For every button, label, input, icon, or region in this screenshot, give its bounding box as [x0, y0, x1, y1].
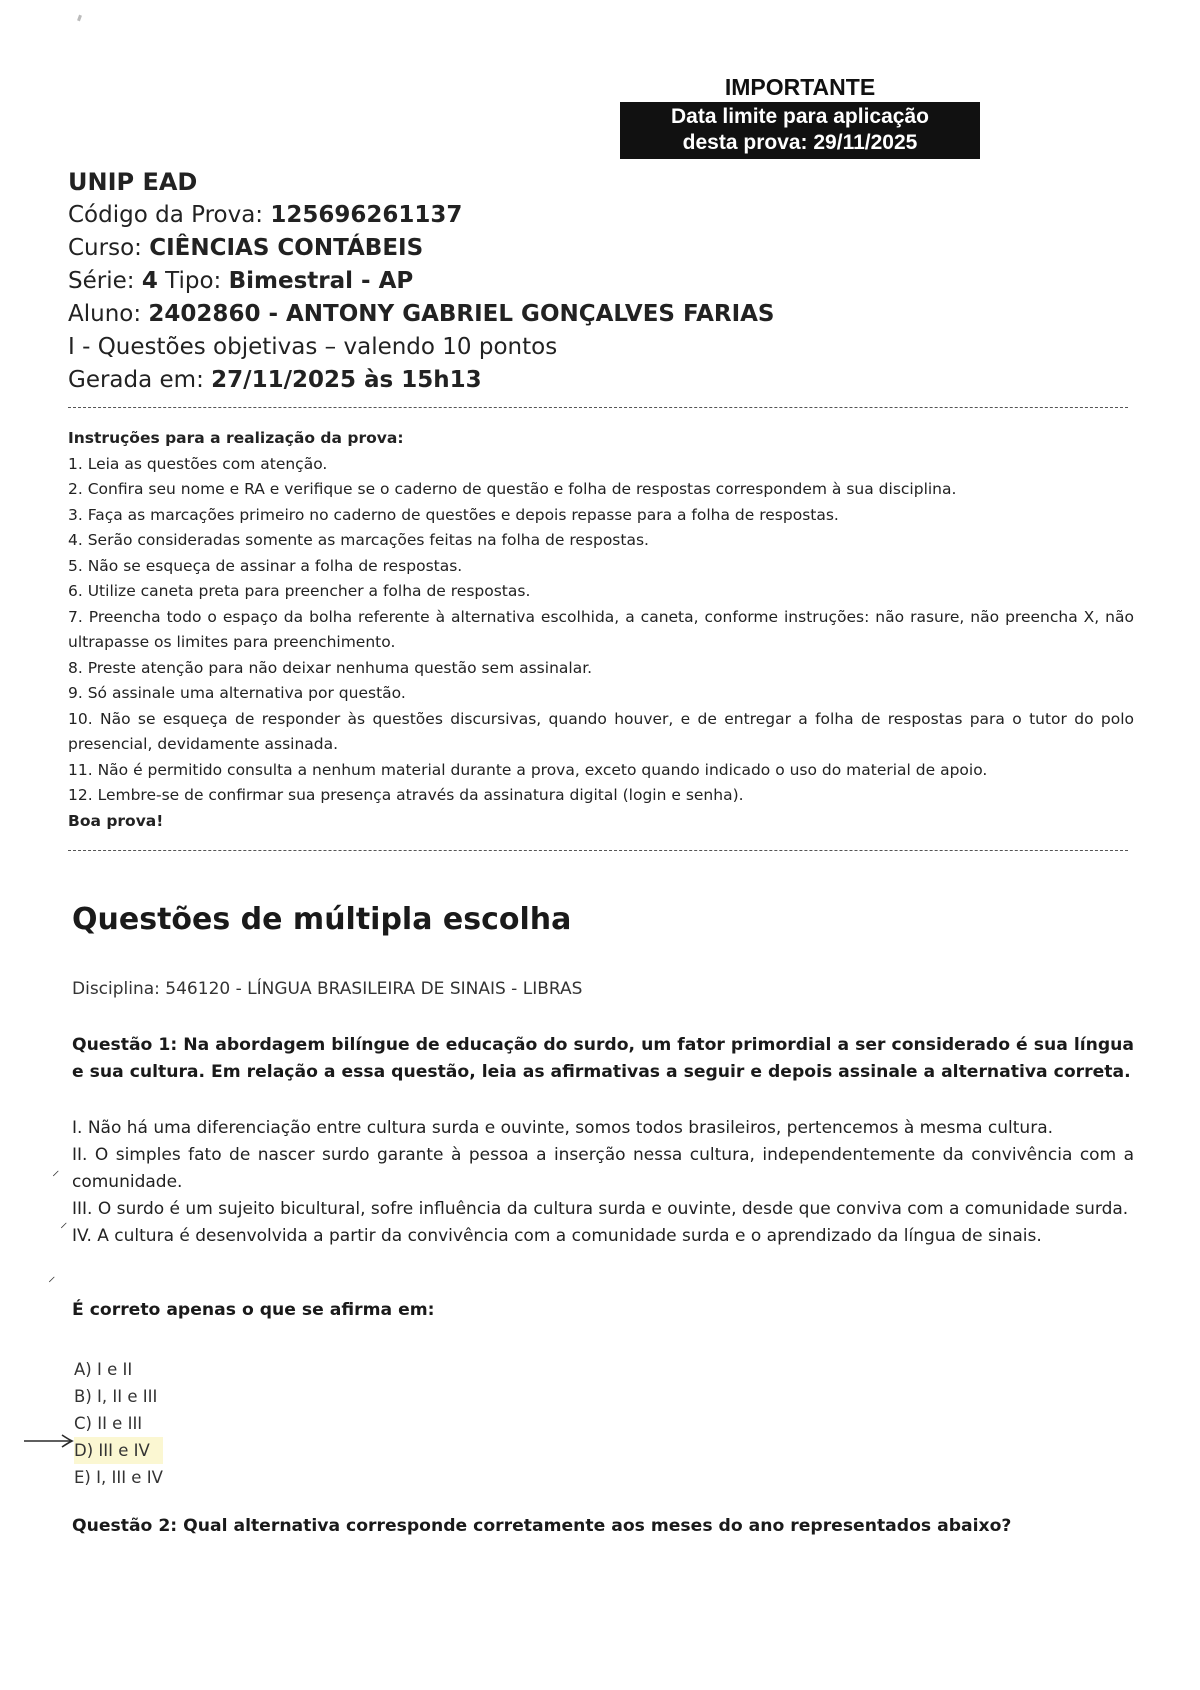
generated-date: 27/11/2025 às 15h13 — [211, 367, 482, 393]
question-1-text: Questão 1: Na abordagem bilíngue de educação do surdo, um fator primordial a ser considerado é sua língua e sua cultura. Em relação a essa questão, leia as afirmativas a seguir e depois assinale a alternativa correta. — [72, 1035, 1134, 1082]
statement-iii: III. O surdo é um sujeito bicultural, sofre influência da cultura surda e ouvinte, desde que conviva com a comunidade surda. — [72, 1199, 1129, 1219]
instruction-item: 8. Preste atenção para não deixar nenhuma questão sem assinalar. — [68, 658, 593, 677]
instruction-item: 7. Preencha todo o espaço da bolha referente à alternativa escolhida, a caneta, conforme instruções: não rasure, não preencha X, não ultrapasse os limites para preenchimento. — [68, 607, 1134, 651]
instruction-item: 1. Leia as questões com atenção. — [68, 454, 328, 473]
notice-box — [620, 102, 980, 159]
exam-code-line — [68, 199, 1128, 232]
option-c[interactable]: C) II e III — [74, 1414, 143, 1433]
scan-speck — [77, 15, 82, 22]
section-info: I - Questões objetivas – valendo 10 pontos — [68, 334, 558, 360]
series-label: Série: — [68, 268, 142, 294]
type-label: Tipo: — [157, 268, 229, 294]
instructions-closing: Boa prova! — [68, 811, 164, 830]
exam-type: Bimestral - AP — [228, 268, 414, 294]
exam-code-label: Código da Prova: — [68, 202, 271, 228]
series: 4 — [141, 268, 158, 294]
instructions-title: Instruções para a realização da prova: — [68, 429, 404, 447]
deadline-notice — [620, 74, 980, 159]
instruction-item: 2. Confira seu nome e RA e verifique se o caderno de questão e folha de respostas correspondem à sua disciplina. — [68, 480, 957, 498]
divider-bottom — [68, 850, 1128, 851]
course: CIÊNCIAS CONTÁBEIS — [149, 235, 424, 261]
generated-label: Gerada em: — [68, 367, 212, 393]
exam-code: 125696261137 — [270, 202, 463, 228]
option-b[interactable]: B) I, II e III — [74, 1387, 158, 1406]
option-d[interactable]: D) III e IV — [74, 1437, 163, 1464]
instruction-item: 10. Não se esqueça de responder às questões discursivas, quando houver, e de entregar a folha de respostas para o tutor do polo presencial, devidamente assinada. — [68, 709, 1134, 753]
question-1-prompt: É correto apenas o que se afirma em: — [72, 1300, 435, 1320]
exam-header — [68, 166, 1128, 397]
notice-line-2: desta prova: 29/11/2025 — [682, 131, 918, 154]
pen-tick-mark: ⸝ — [60, 1213, 68, 1231]
institution: UNIP EAD — [68, 168, 198, 196]
option-a[interactable]: A) I e II — [74, 1360, 133, 1379]
series-line — [68, 265, 1128, 298]
question-2-text: Questão 2: Qual alternativa corresponde corretamente aos meses do ano representados abaixo? — [72, 1516, 1012, 1536]
statement-iv: IV. A cultura é desenvolvida a partir da convivência com a comunidade surda e o aprendizado da língua de sinais. — [72, 1226, 1042, 1246]
pen-tick-mark: ⸝ — [52, 1161, 60, 1179]
student: 2402860 - ANTONY GABRIEL GONÇALVES FARIAS — [148, 301, 775, 327]
statement-ii: II. O simples fato de nascer surdo garante à pessoa a inserção nessa cultura, independentemente da convivência com a comunidade. — [72, 1145, 1134, 1192]
discipline: Disciplina: 546120 - LÍNGUA BRASILEIRA DE SINAIS - LIBRAS — [72, 979, 583, 999]
generated-line — [68, 364, 1128, 397]
instruction-item: 6. Utilize caneta preta para preencher a folha de respostas. — [68, 582, 531, 600]
section-title: Questões de múltipla escolha — [72, 902, 572, 937]
divider-top — [68, 407, 1128, 408]
option-e[interactable]: E) I, III e IV — [74, 1468, 163, 1487]
notice-title: IMPORTANTE — [724, 74, 876, 100]
instruction-item: 9. Só assinale uma alternativa por questão. — [68, 684, 406, 702]
pen-tick-mark: ⸝ — [48, 1267, 56, 1285]
student-label: Aluno: — [68, 301, 149, 327]
instructions — [68, 426, 1134, 834]
question-1-statements — [72, 1115, 1134, 1250]
course-label: Curso: — [68, 235, 150, 261]
question-1-options — [74, 1356, 163, 1491]
instruction-item: 4. Serão consideradas somente as marcações feitas na folha de respostas. — [68, 531, 649, 549]
student-line — [68, 298, 1128, 331]
instruction-item: 11. Não é permitido consulta a nenhum material durante a prova, exceto quando indicado o uso do material de apoio. — [68, 760, 988, 779]
instruction-item: 5. Não se esqueça de assinar a folha de respostas. — [68, 556, 463, 575]
statement-i: I. Não há uma diferenciação entre cultura surda e ouvinte, somos todos brasileiros, pertencemos à mesma cultura. — [72, 1118, 1054, 1138]
course-line — [68, 232, 1128, 265]
instruction-item: 12. Lembre-se de confirmar sua presença através da assinatura digital (login e senha). — [68, 786, 744, 804]
notice-line-1: Data limite para aplicação — [671, 105, 929, 128]
instruction-item: 3. Faça as marcações primeiro no caderno de questões e depois repasse para a folha de respostas. — [68, 505, 839, 524]
handwritten-arrow-icon — [22, 1433, 76, 1449]
